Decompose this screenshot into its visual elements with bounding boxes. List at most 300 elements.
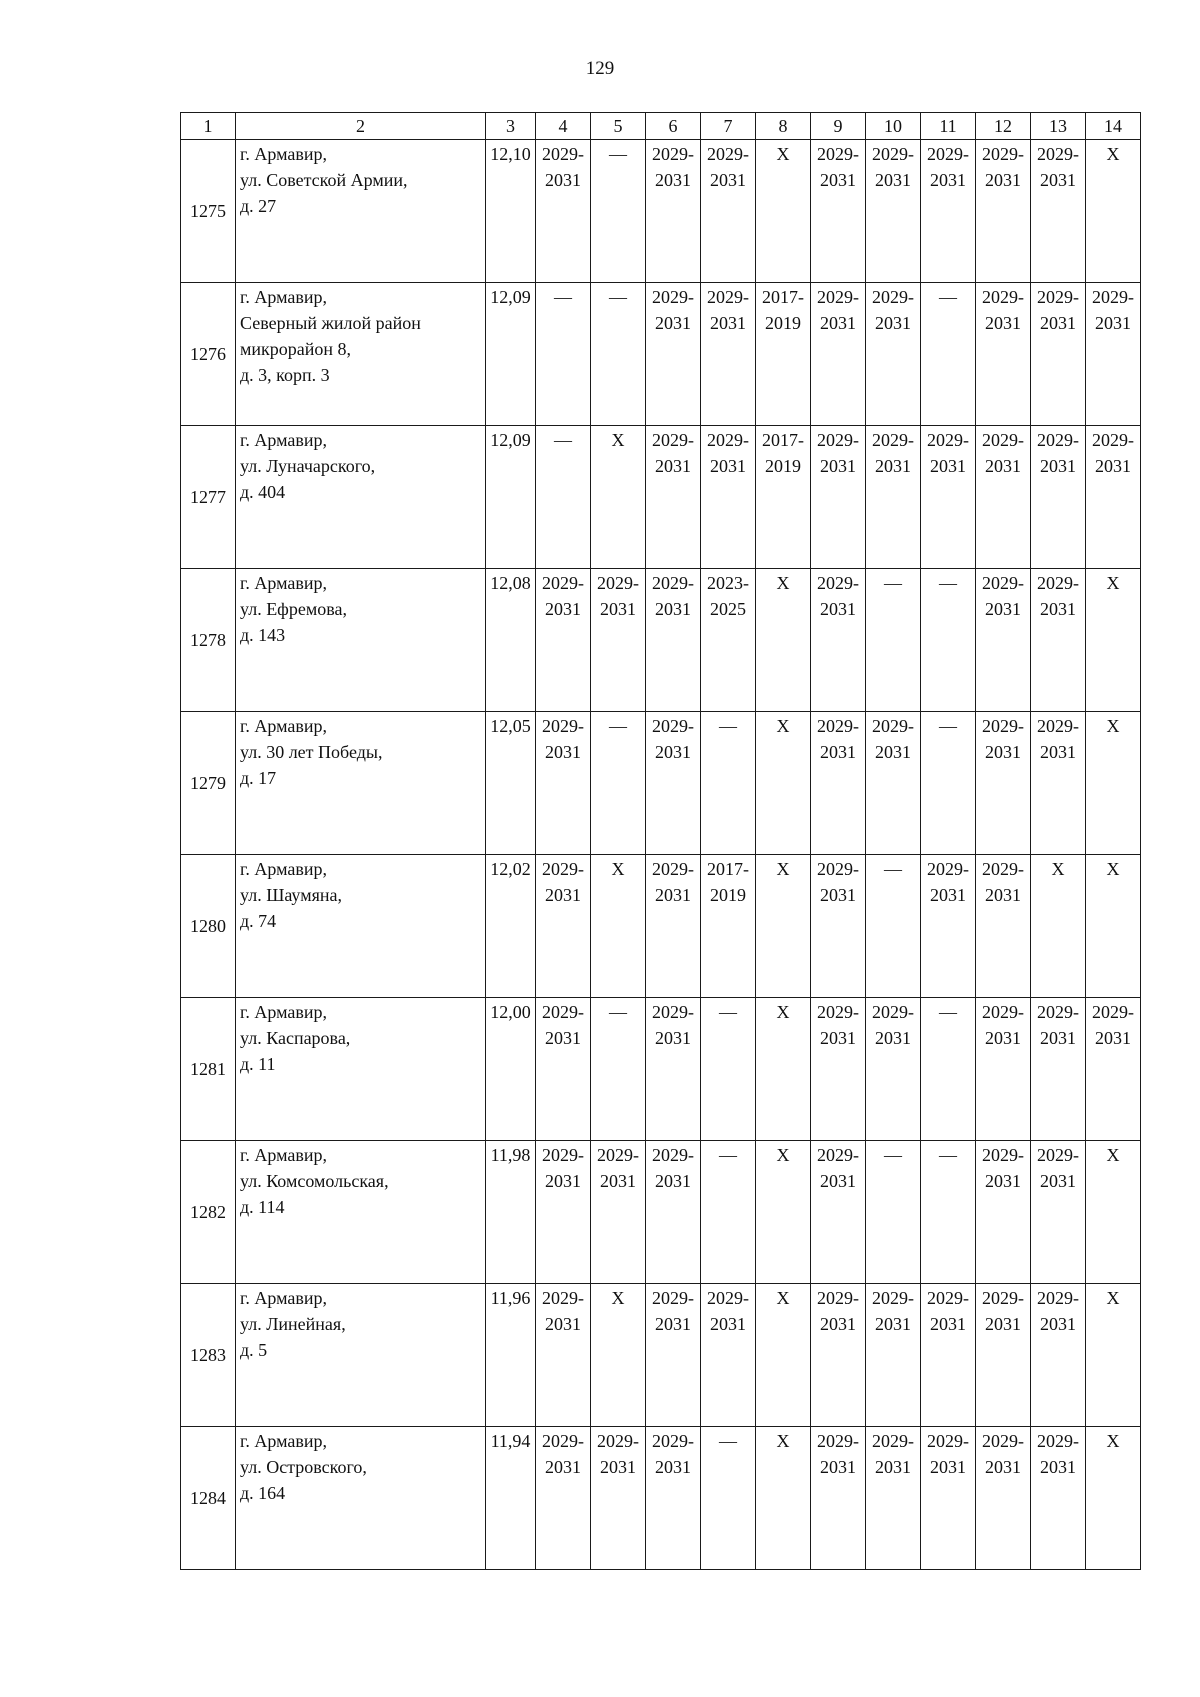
period-cell [701,712,756,855]
address-line: д. 11 [240,1054,276,1074]
cell-line: — [939,573,957,593]
cell-line: — [939,1002,957,1022]
cell-line: 2031 [985,456,1021,476]
header-cell: 8 [756,113,811,140]
address-cell [236,283,486,426]
period-cell [756,426,811,569]
period-cell [756,998,811,1141]
cell-line: 2029- [817,287,859,307]
address-cell [236,855,486,998]
period-cell [921,426,976,569]
cell-line: 2029- [652,144,694,164]
cell-line: 2031 [545,1028,581,1048]
cell-line: 2031 [820,1457,856,1477]
cell-line: 2029- [542,1431,584,1451]
address-line: ул. Комсомольская, [240,1171,389,1191]
cell-line: 2031 [655,1028,691,1048]
cell-line: 2029- [872,1431,914,1451]
address-cell [236,426,486,569]
header-cell: 12 [976,113,1031,140]
address-line: Северный жилой район [240,313,421,333]
address-line: г. Армавир, [240,144,327,164]
period-cell [976,1284,1031,1427]
cell-line: 2031 [985,599,1021,619]
period-cell [811,1141,866,1284]
cell-line: 2029- [817,430,859,450]
period-cell [591,140,646,283]
cell-line: — [609,144,627,164]
cell-line: Х [776,716,790,736]
cell-line: 2031 [600,1171,636,1191]
period-cell [866,1427,921,1570]
address-line: ул. 30 лет Победы, [240,742,383,762]
cell-line: 2031 [875,170,911,190]
period-cell [756,569,811,712]
period-cell [976,712,1031,855]
period-cell [976,426,1031,569]
cell-line: 2029- [707,430,749,450]
cell-line: — [609,716,627,736]
period-cell [921,569,976,712]
period-cell [1086,998,1141,1141]
cell-line: — [609,1002,627,1022]
area-cell: 12,10 [486,140,536,283]
cell-line: Х [1106,859,1120,879]
cell-line: 2031 [655,742,691,762]
cell-line: 2031 [710,313,746,333]
address-line: д. 27 [240,196,277,216]
period-cell [866,855,921,998]
address-line: ул. Линейная, [240,1314,346,1334]
period-cell [1086,283,1141,426]
cell-line: 2031 [545,170,581,190]
area-cell: 12,02 [486,855,536,998]
cell-line: 2029- [872,716,914,736]
cell-line: 2031 [820,170,856,190]
period-cell [701,140,756,283]
period-cell [756,855,811,998]
area-cell: 11,96 [486,1284,536,1427]
cell-line: 2029- [1092,287,1134,307]
period-cell [866,998,921,1141]
cell-line: 2031 [1040,1457,1076,1477]
period-cell [866,712,921,855]
cell-line: Х [776,573,790,593]
cell-line: 2031 [545,742,581,762]
cell-line: 2031 [985,1457,1021,1477]
cell-line: — [884,859,902,879]
cell-line: 2029- [982,716,1024,736]
cell-line: 2031 [1095,313,1131,333]
cell-line: Х [776,1431,790,1451]
address-line: ул. Советской Армии, [240,170,408,190]
row-number: 1275 [181,140,236,283]
header-cell: 2 [236,113,486,140]
cell-line: 2029- [707,144,749,164]
period-cell [591,283,646,426]
period-cell [536,426,591,569]
address-line: г. Армавир, [240,1145,327,1165]
address-line: г. Армавир, [240,1002,327,1022]
cell-line: Х [776,859,790,879]
cell-line: Х [776,1288,790,1308]
address-line: ул. Ефремова, [240,599,347,619]
cell-line: 2031 [820,313,856,333]
period-cell [536,712,591,855]
period-cell [921,1284,976,1427]
cell-line: 2029- [927,859,969,879]
cell-line: 2029- [982,1288,1024,1308]
cell-line: 2031 [655,1314,691,1334]
cell-line: 2029- [817,144,859,164]
cell-line: 2029- [927,430,969,450]
cell-line: 2031 [875,313,911,333]
cell-line: 2031 [545,1314,581,1334]
period-cell [536,569,591,712]
address-line: г. Армавир, [240,1288,327,1308]
period-cell [811,283,866,426]
cell-line: 2029- [927,144,969,164]
cell-line: 2029- [982,1431,1024,1451]
cell-line: 2031 [985,1171,1021,1191]
cell-line: Х [611,430,625,450]
cell-line: 2031 [875,1457,911,1477]
period-cell [1031,140,1086,283]
period-cell [646,998,701,1141]
period-cell [1086,569,1141,712]
cell-line: 2031 [1040,1314,1076,1334]
header-cell: 3 [486,113,536,140]
period-cell [701,998,756,1141]
cell-line: 2019 [710,885,746,905]
period-cell [1031,283,1086,426]
address-cell [236,998,486,1141]
cell-line: 2029- [597,1431,639,1451]
cell-line: Х [776,1002,790,1022]
cell-line: 2029- [982,144,1024,164]
period-cell [646,1427,701,1570]
table-row [181,140,1141,283]
period-cell [921,998,976,1141]
cell-line: 2031 [710,456,746,476]
address-line: д. 17 [240,768,277,788]
header-cell: 4 [536,113,591,140]
period-cell [536,855,591,998]
period-cell [976,140,1031,283]
cell-line: — [884,573,902,593]
cell-line: 2029- [817,1002,859,1022]
period-cell [1086,140,1141,283]
cell-line: — [609,287,627,307]
period-cell [976,283,1031,426]
cell-line: 2029- [652,287,694,307]
address-line: ул. Островского, [240,1457,367,1477]
period-cell [811,712,866,855]
cell-line: 2029- [817,716,859,736]
cell-line: 2017- [762,287,804,307]
period-cell [866,1284,921,1427]
period-cell [921,140,976,283]
cell-line: 2031 [655,456,691,476]
period-cell [536,1427,591,1570]
cell-line: 2029- [1037,1002,1079,1022]
period-cell [866,140,921,283]
period-cell [1031,855,1086,998]
period-cell [866,426,921,569]
address-line: д. 164 [240,1483,286,1503]
period-cell [756,283,811,426]
cell-line: Х [611,859,625,879]
cell-line: 2031 [875,1314,911,1334]
cell-line: 2029- [872,287,914,307]
address-line: д. 143 [240,625,286,645]
cell-line: 2029- [652,1288,694,1308]
cell-line: — [554,430,572,450]
period-cell [536,283,591,426]
header-row [181,113,1141,140]
address-cell [236,1141,486,1284]
cell-line: 2029- [542,859,584,879]
period-cell [1031,1284,1086,1427]
area-cell: 11,94 [486,1427,536,1570]
cell-line: 2031 [545,1171,581,1191]
cell-line: — [719,1145,737,1165]
cell-line: Х [1106,144,1120,164]
cell-line: 2029- [817,1145,859,1165]
cell-line: 2023- [707,573,749,593]
cell-line: 2029- [707,1288,749,1308]
address-cell [236,1427,486,1570]
cell-line: 2029- [652,430,694,450]
period-cell [811,998,866,1141]
cell-line: 2031 [1095,456,1131,476]
period-cell [1086,1427,1141,1570]
header-cell: 13 [1031,113,1086,140]
address-line: ул. Луначарского, [240,456,376,476]
area-cell: 12,08 [486,569,536,712]
cell-line: 2029- [542,716,584,736]
cell-line: 2031 [985,1028,1021,1048]
row-number: 1282 [181,1141,236,1284]
cell-line: 2031 [710,170,746,190]
cell-line: — [719,716,737,736]
cell-line: 2031 [820,599,856,619]
period-cell [976,1141,1031,1284]
period-cell [701,283,756,426]
cell-line: 2031 [600,599,636,619]
address-line: г. Армавир, [240,430,327,450]
period-cell [1031,712,1086,855]
row-number: 1278 [181,569,236,712]
cell-line: 2029- [817,1288,859,1308]
period-cell [921,283,976,426]
period-cell [646,283,701,426]
cell-line: 2029- [872,144,914,164]
cell-line: 2029- [1037,287,1079,307]
period-cell [646,855,701,998]
cell-line: 2029- [542,1002,584,1022]
period-cell [921,1141,976,1284]
cell-line: Х [1051,859,1065,879]
table-row [181,1284,1141,1427]
row-number: 1281 [181,998,236,1141]
cell-line: 2029- [1092,1002,1134,1022]
area-cell: 12,05 [486,712,536,855]
period-cell [811,426,866,569]
address-line: микрорайон 8, [240,339,352,359]
period-cell [921,712,976,855]
table-row [181,1141,1141,1284]
cell-line: 2029- [597,1145,639,1165]
cell-line: 2029- [872,1002,914,1022]
header-cell: 10 [866,113,921,140]
cell-line: 2029- [1037,144,1079,164]
cell-line: 2031 [875,1028,911,1048]
cell-line: 2031 [985,742,1021,762]
cell-line: 2029- [652,859,694,879]
period-cell [756,1427,811,1570]
cell-line: 2031 [820,1171,856,1191]
period-cell [646,1284,701,1427]
period-cell [866,283,921,426]
period-cell [701,855,756,998]
cell-line: 2031 [930,170,966,190]
cell-line: 2031 [545,885,581,905]
cell-line: — [884,1145,902,1165]
period-cell [811,1427,866,1570]
table-row [181,998,1141,1141]
period-cell [976,569,1031,712]
row-number: 1283 [181,1284,236,1427]
address-line: г. Армавир, [240,859,327,879]
period-cell [756,1284,811,1427]
cell-line: 2031 [930,456,966,476]
header-cell: 9 [811,113,866,140]
cell-line: 2031 [930,885,966,905]
area-cell: 12,09 [486,426,536,569]
period-cell [1086,1284,1141,1427]
period-cell [811,569,866,712]
period-cell [646,712,701,855]
cell-line: 2031 [655,1171,691,1191]
period-cell [646,426,701,569]
cell-line: 2029- [652,1002,694,1022]
header-cell: 5 [591,113,646,140]
address-line: д. 404 [240,482,286,502]
period-cell [756,140,811,283]
cell-line: 2029- [982,859,1024,879]
cell-line: 2031 [1040,1028,1076,1048]
header-cell: 14 [1086,113,1141,140]
period-cell [1031,1427,1086,1570]
cell-line: 2031 [930,1314,966,1334]
cell-line: Х [776,1145,790,1165]
cell-line: 2029- [652,1431,694,1451]
header-cell: 1 [181,113,236,140]
period-cell [976,1427,1031,1570]
cell-line: Х [611,1288,625,1308]
cell-line: 2031 [985,885,1021,905]
cell-line: 2031 [820,1028,856,1048]
cell-line: 2029- [542,144,584,164]
table-row [181,426,1141,569]
period-cell [646,569,701,712]
cell-line: 2019 [765,313,801,333]
period-cell [866,569,921,712]
period-cell [1086,1141,1141,1284]
cell-line: — [719,1431,737,1451]
cell-line: 2029- [1037,430,1079,450]
period-cell [591,855,646,998]
cell-line: 2029- [872,1288,914,1308]
period-cell [591,1427,646,1570]
cell-line: 2031 [655,885,691,905]
cell-line: 2029- [982,573,1024,593]
cell-line: 2031 [985,1314,1021,1334]
area-cell: 11,98 [486,1141,536,1284]
period-cell [921,855,976,998]
cell-line: 2029- [817,1431,859,1451]
cell-line: — [939,1145,957,1165]
table-row [181,712,1141,855]
row-number: 1279 [181,712,236,855]
period-cell [701,1141,756,1284]
cell-line: 2029- [1037,1431,1079,1451]
period-cell [536,998,591,1141]
period-cell [1031,998,1086,1141]
row-number: 1284 [181,1427,236,1570]
cell-line: 2029- [597,573,639,593]
period-cell [1086,855,1141,998]
page-number: 129 [585,58,615,79]
address-cell [236,569,486,712]
cell-line: 2029- [542,1288,584,1308]
cell-line: 2031 [985,170,1021,190]
header-cell: 11 [921,113,976,140]
cell-line: 2031 [930,1457,966,1477]
period-cell [1086,712,1141,855]
cell-line: 2029- [652,716,694,736]
cell-line: 2029- [982,430,1024,450]
cell-line: 2031 [875,456,911,476]
address-line: г. Армавир, [240,1431,327,1451]
cell-line: 2031 [1095,1028,1131,1048]
repair-schedule-table [180,112,1141,1570]
cell-line: 2031 [820,742,856,762]
period-cell [591,569,646,712]
address-line: г. Армавир, [240,573,327,593]
cell-line: 2031 [710,1314,746,1334]
table-row [181,569,1141,712]
period-cell [1031,1141,1086,1284]
table-row [181,855,1141,998]
address-line: ул. Шаумяна, [240,885,342,905]
row-number: 1276 [181,283,236,426]
cell-line: 2031 [820,885,856,905]
cell-line: 2029- [872,430,914,450]
cell-line: 2029- [817,573,859,593]
cell-line: Х [1106,1431,1120,1451]
period-cell [591,1141,646,1284]
cell-line: 2029- [707,287,749,307]
cell-line: 2029- [927,1431,969,1451]
period-cell [1086,426,1141,569]
period-cell [591,998,646,1141]
cell-line: 2029- [982,287,1024,307]
period-cell [976,855,1031,998]
cell-line: 2029- [652,573,694,593]
cell-line: Х [1106,573,1120,593]
